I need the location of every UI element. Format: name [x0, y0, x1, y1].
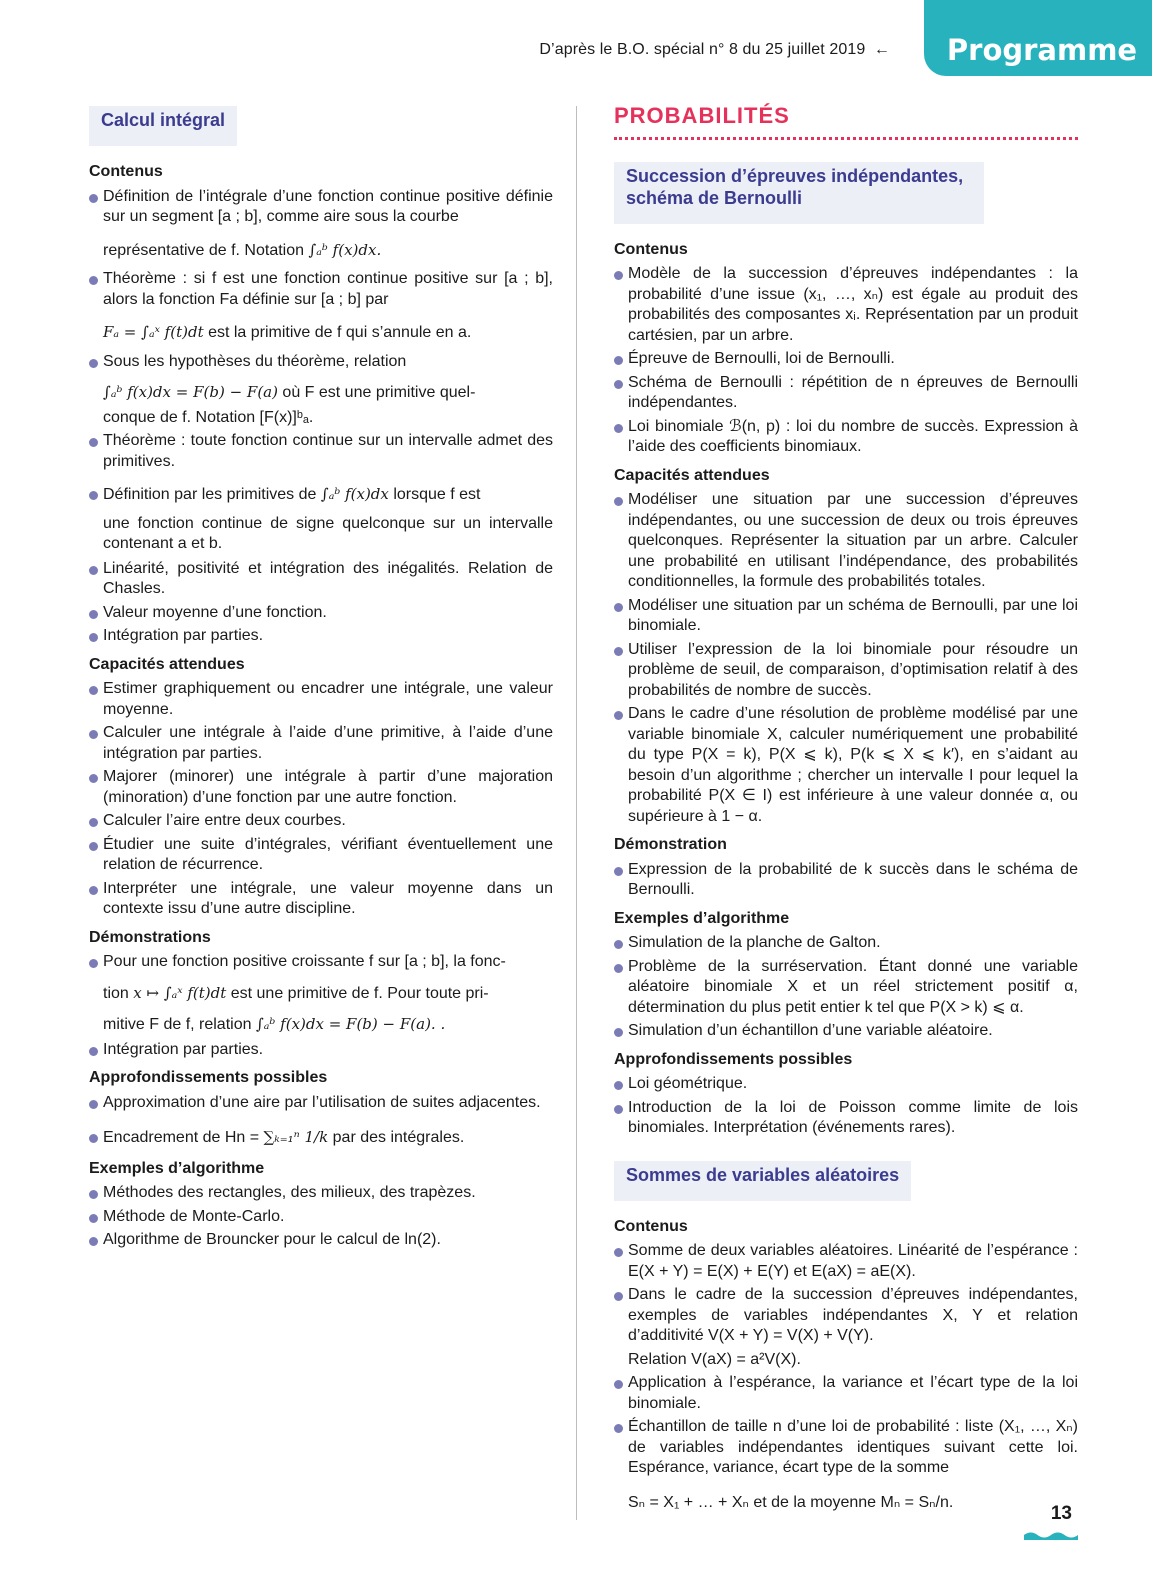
- topic-title: Calcul intégral: [89, 106, 237, 134]
- list-item: Interpréter une intégrale, une valeur moyenne dans un contexte issu d’une autre discipline.: [89, 879, 553, 920]
- list-item: Intégration par parties.: [89, 626, 553, 647]
- list-contenus: [89, 187, 553, 647]
- list-item: Valeur moyenne d’une fonction.: [89, 603, 553, 624]
- list-item: Intégration par parties.: [89, 1040, 553, 1061]
- list-item: Linéarité, positivité et intégration des inégalités. Relation de Chasles.: [89, 559, 553, 600]
- integral-relation-demo: ∫ₐᵇ f(x)dx = F(b) − F(a). .: [255, 1015, 446, 1033]
- list-item: Dans le cadre de la succession d’épreuves indépendantes, exemples de variables indépendantes X, Y et relation d’additivité V(X + Y) = V(X) + V(Y). Relation V(aX) = a²V(X).: [614, 1285, 1078, 1370]
- list-item: Application à l’espérance, la variance et l’écart type de la loi binomiale.: [614, 1373, 1078, 1414]
- list-item: Échantillon de taille n d’une loi de probabilité : liste (X₁, …, Xₙ) de variables indépendantes identiques suivant cette loi. Espérance, variance, écart type de la somme Sₙ = X₁ + … + Xₙ et de la moyenne Mₙ = Sₙ/n.: [614, 1417, 1078, 1513]
- list-item: Simulation d’un échantillon d’une variable aléatoire.: [614, 1021, 1078, 1042]
- heading-demonstration: Démonstration: [614, 836, 727, 853]
- list-item: Modèle de la succession d’épreuves indépendantes : la probabilité d’une issue (x₁, …, xₙ) est égale au produit des probabilités des composantes xᵢ. Représentation par un produit cartésien, par un arbre.: [614, 264, 1078, 346]
- heading-demonstrations: Démonstrations: [89, 928, 211, 946]
- heading-contenus: Contenus: [89, 163, 163, 180]
- heading-capacites: Capacités attendues: [89, 655, 245, 673]
- source-reference: [539, 40, 890, 61]
- list-item: Utiliser l’expression de la loi binomiale pour résoudre un problème de seuil, de comparaison, d’optimisation relatif à des probabilités de nombre de succès.: [614, 640, 1078, 702]
- list-item: Méthodes des rectangles, des milieux, des trapèzes.: [89, 1183, 553, 1204]
- list-item: Expression de la probabilité de k succès dans le schéma de Bernoulli.: [614, 860, 1078, 901]
- heading-algorithmes: Exemples d’algorithme: [614, 909, 790, 927]
- harmonic-sum: ∑ₖ₌₁ⁿ 1/k: [263, 1128, 329, 1146]
- list-item: Modéliser une situation par un schéma de Bernoulli, par une loi binomiale.: [614, 596, 1078, 637]
- list-contenus-2: [614, 1241, 1078, 1513]
- topic-sommes: [614, 1161, 911, 1201]
- list-item: Loi binomiale ℬ(n, p) : loi du nombre de succès. Expression à l’aide des coefficients binomiaux.: [614, 417, 1078, 458]
- list-item: Épreuve de Bernoulli, loi de Bernoulli.: [614, 349, 1078, 370]
- list-item: Définition par les primitives de ∫ₐᵇ f(x)dx lorsque f est une fonction continue de signe quelconque sur un intervalle contenant a et b.: [89, 484, 553, 555]
- list-item: Théorème : toute fonction continue sur un intervalle admet des primitives.: [89, 431, 553, 472]
- column-divider: [576, 106, 577, 1520]
- arrow-left-icon: ←: [873, 41, 890, 58]
- source-reference-text: D’après le B.O. spécial n° 8 du 25 juillet 2019: [539, 41, 866, 58]
- list-item: Algorithme de Brouncker pour le calcul de ln(2).: [89, 1230, 553, 1251]
- list-item: Approximation d’une aire par l’utilisation de suites adjacentes.: [89, 1093, 553, 1114]
- list-item: Modéliser une situation par une succession d’épreuves indépendantes, ou une succession de deux ou trois épreuves quelconques. Représenter la situation par un arbre. Calculer une probabilité en utilisant l’indépendance, des probabilités conditionnelles, la formule des probabilités totales.: [614, 490, 1078, 593]
- list-item: Loi géométrique.: [614, 1074, 1078, 1095]
- list-item: Introduction de la loi de Poisson comme limite de lois binomiales. Interprétation (événements rares).: [614, 1098, 1078, 1139]
- list-demonstrations: [89, 952, 553, 1060]
- topic-title: Sommes de variables aléatoires: [614, 1161, 911, 1189]
- fa-definition: Fₐ = ∫ₐˣ f(t)dt: [103, 323, 204, 341]
- list-approfondissements: [89, 1093, 553, 1149]
- list-item: Estimer graphiquement ou encadrer une intégrale, une valeur moyenne.: [89, 679, 553, 720]
- list-item: Pour une fonction positive croissante f sur [a ; b], la fonc- tion x ↦ ∫ₐˣ f(t)dt est une primitive de f. Pour toute pri- mitive F de f, relation ∫ₐᵇ f(x)dx = F(b) − F(a). .: [89, 952, 553, 1036]
- list-item: Théorème : si f est une fonction continue positive sur [a ; b], alors la fonction Fa définie sur [a ; b] par Fₐ = ∫ₐˣ f(t)dt est la primitive de f qui s’annule en a.: [89, 269, 553, 344]
- list-contenus: [614, 264, 1078, 458]
- list-item: Somme de deux variables aléatoires. Linéarité de l’espérance : E(X + Y) = E(X) + E(Y) et E(aX) = aE(X).: [614, 1241, 1078, 1282]
- section-title-probabilites: PROBABILITÉS: [614, 106, 1078, 140]
- list-item: Calculer l’aire entre deux courbes.: [89, 811, 553, 832]
- heading-contenus-2: Contenus: [614, 1217, 688, 1235]
- list-algorithmes: [614, 933, 1078, 1042]
- list-item: Schéma de Bernoulli : répétition de n épreuves de Bernoulli indépendantes.: [614, 373, 1078, 414]
- topic-succession: [614, 162, 984, 224]
- list-item: Étudier une suite d’intégrales, vérifiant éventuellement une relation de récurrence.: [89, 835, 553, 876]
- topic-title: Succession d’épreuves indépendantes, schéma de Bernoulli: [614, 162, 984, 212]
- list-capacites: [614, 490, 1078, 827]
- list-algorithmes: [89, 1183, 553, 1251]
- heading-approfondissements: Approfondissements possibles: [89, 1069, 328, 1086]
- primitive-function: x ↦ ∫ₐˣ f(t)dt: [133, 983, 227, 1002]
- list-item: Majorer (minorer) une intégrale à partir d’une majoration (minoration) d’une fonction par une autre fonction.: [89, 767, 553, 808]
- left-column: [89, 106, 553, 1259]
- page-number: 13: [1050, 1503, 1072, 1524]
- list-item: Calculer une intégrale à l’aide d’une primitive, à l’aide d’une intégration par parties.: [89, 723, 553, 764]
- heading-algorithmes: Exemples d’algorithme: [89, 1159, 265, 1177]
- integral-notation-2: ∫ₐᵇ f(x)dx: [320, 485, 389, 503]
- list-item: Encadrement de Hn = ∑ₖ₌₁ⁿ 1/k par des intégrales.: [89, 1127, 553, 1149]
- wave-decoration: [1024, 1530, 1078, 1540]
- list-demonstration: [614, 860, 1078, 901]
- list-capacites: [89, 679, 553, 920]
- topic-calcul-integral: [89, 106, 237, 146]
- list-approfondissements: [614, 1074, 1078, 1139]
- integral-relation: ∫ₐᵇ f(x)dx = F(b) − F(a): [103, 383, 278, 401]
- list-item: Problème de la surréservation. Étant donné une variable aléatoire binomiale X et un réel strictement positif α, détermination du plus petit entier k tel que P(X > k) ⩽ α.: [614, 957, 1078, 1019]
- heading-approfondissements: Approfondissements possibles: [614, 1050, 853, 1068]
- heading-capacites: Capacités attendues: [614, 466, 770, 484]
- list-item: Dans le cadre d’une résolution de problème modélisé par une variable binomiale X, calculer numériquement une probabilité du type P(X = k), P(X ⩽ k), P(k ⩽ X ⩽ k′), en s’aidant au besoin d’un algorithme ; chercher un intervalle I pour lequel la probabilité P(X ∈ I) est inférieure à une valeur donnée α, ou supérieure à 1 − α.: [614, 704, 1078, 827]
- right-column: [614, 103, 1078, 1521]
- integral-notation: ∫ₐᵇ f(x)dx.: [308, 240, 382, 259]
- list-item: Simulation de la planche de Galton.: [614, 933, 1078, 954]
- programme-tab: Programme: [924, 0, 1152, 76]
- list-item: Sous les hypothèses du théorème, relation ∫ₐᵇ f(x)dx = F(b) − F(a) où F est une primitive quel- conque de f. Notation [F(x)]ᵇₐ.: [89, 352, 553, 429]
- heading-contenus: Contenus: [614, 240, 688, 258]
- list-item: Méthode de Monte-Carlo.: [89, 1207, 553, 1228]
- list-item: Définition de l’intégrale d’une fonction continue positive définie sur un segment [a ; b], comme aire sous la courbe représentative de f. Notation ∫ₐᵇ f(x)dx.: [89, 187, 553, 262]
